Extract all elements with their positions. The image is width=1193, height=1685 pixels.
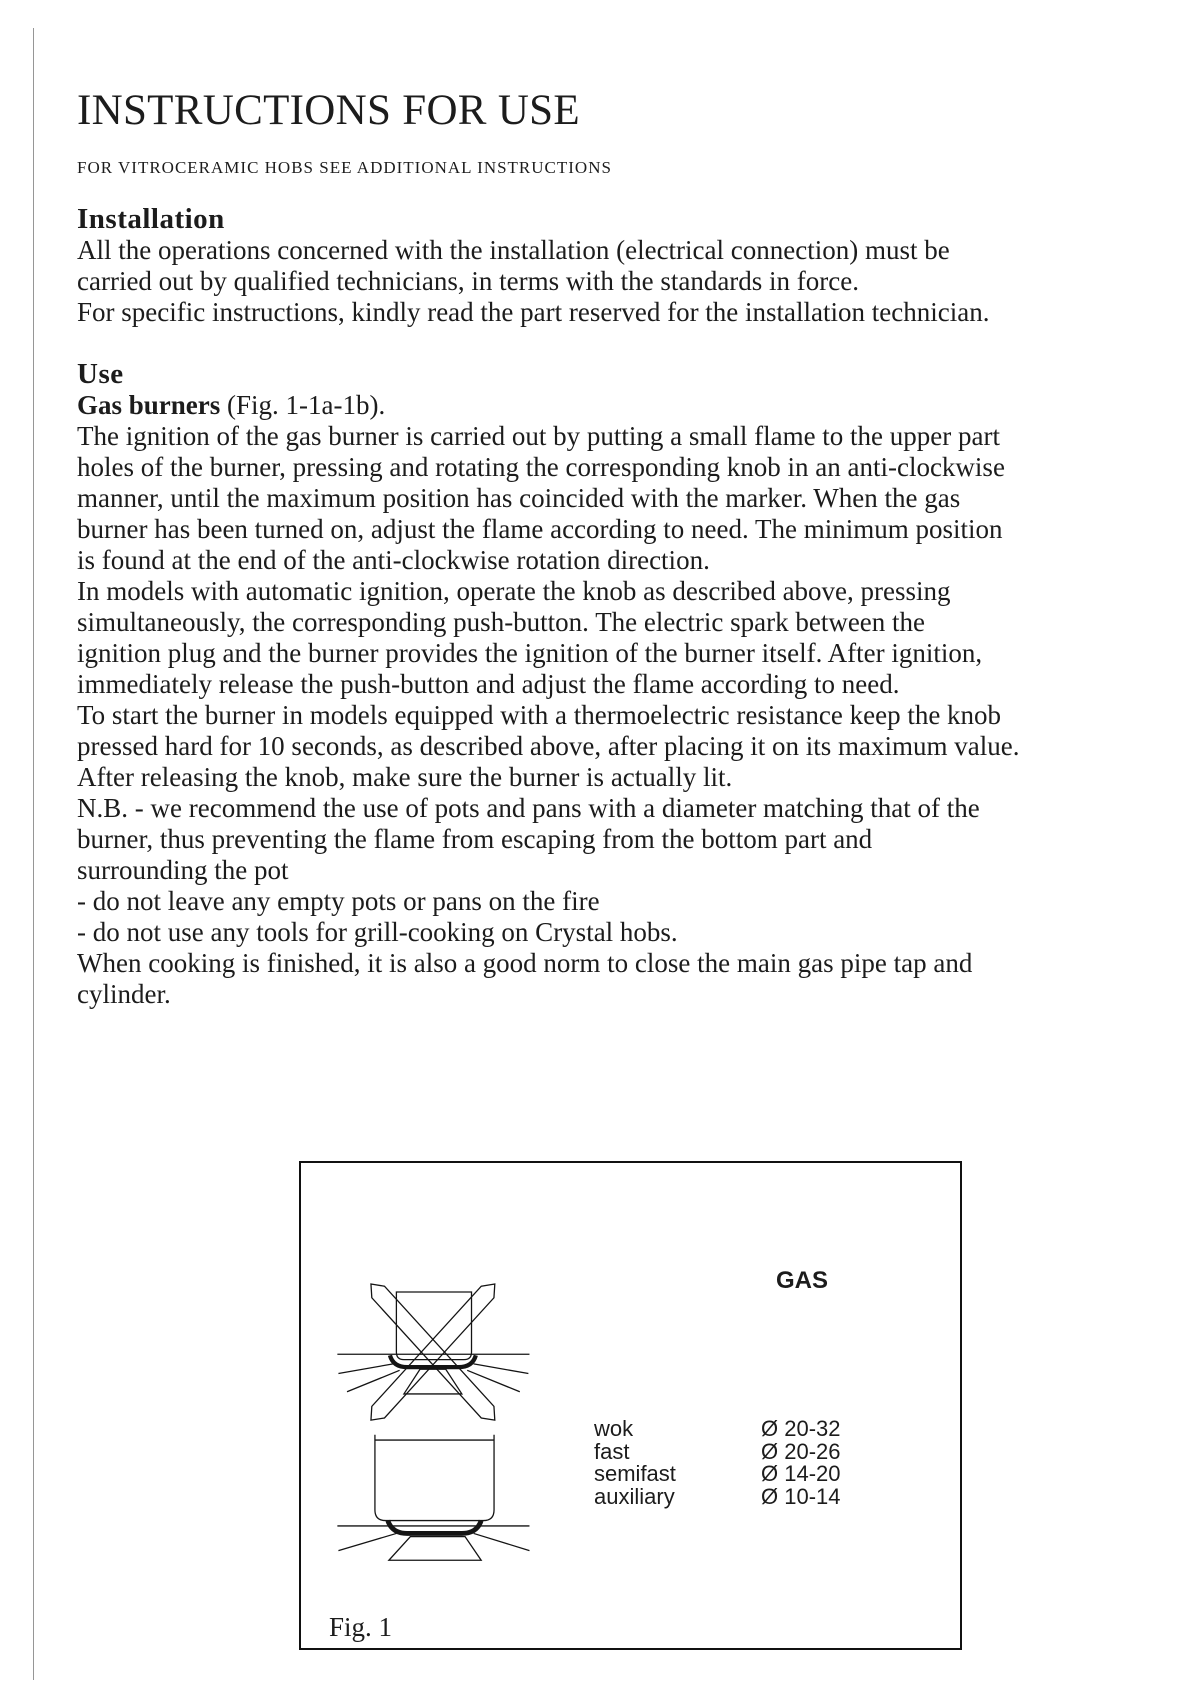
burner-row — [594, 1418, 841, 1441]
figure-caption: Fig. 1 — [329, 1612, 393, 1642]
burner-type: fast — [594, 1438, 630, 1464]
pot-outline — [375, 1435, 494, 1521]
burner-row — [594, 1438, 841, 1464]
paragraph-line: burner has been turned on, adjust the flame according to need. The minimum position — [77, 514, 1003, 544]
paragraph-line: N.B. - we recommend the use of pots and pans with a diameter matching that of the — [77, 793, 980, 823]
burner-type: wok — [594, 1416, 634, 1441]
paragraph-line: All the operations concerned with the installation (electrical connection) must be — [77, 235, 950, 265]
subheading-figure-reference: (Fig. 1-1a-1b). — [227, 390, 386, 420]
section-heading-use: Use — [77, 358, 124, 390]
paragraph-line: carried out by qualified technicians, in terms with the standards in force. — [77, 266, 859, 296]
burner-type: semifast — [594, 1461, 676, 1486]
paragraph-line: - do not use any tools for grill-cooking on Crystal hobs. — [77, 917, 678, 947]
subheading-gas-burners — [77, 390, 1019, 421]
burner-row — [594, 1483, 841, 1509]
paragraph-line: manner, until the maximum position has coincided with the marker. When the gas — [77, 483, 961, 513]
paragraph-line: After releasing the knob, make sure the burner is actually lit. — [77, 762, 733, 792]
paragraph-line: is found at the end of the anti-clockwise rotation direction. — [77, 545, 710, 575]
flame-line — [347, 1370, 400, 1391]
pot-base — [390, 1355, 476, 1367]
paragraph-line: surrounding the pot — [77, 855, 289, 885]
paragraph-line: cylinder. — [77, 979, 171, 1009]
section-heading-installation: Installation — [77, 203, 225, 235]
document-title: INSTRUCTIONS FOR USE — [77, 87, 580, 134]
paragraph-line: The ignition of the gas burner is carried out by putting a small flame to the upper part — [77, 421, 1000, 451]
flame-line — [467, 1370, 520, 1391]
gas-table-heading: GAS — [776, 1267, 829, 1294]
document-subtitle: FOR VITROCERAMIC HOBS SEE ADDITIONAL INSTRUCTIONS — [77, 158, 612, 177]
paragraph-line: burner, thus preventing the flame from escaping from the bottom part and — [77, 824, 873, 854]
use-section — [77, 359, 1019, 1010]
flame-line — [474, 1364, 529, 1374]
paragraph-line: holes of the burner, pressing and rotating the corresponding knob in an anti-clockwise — [77, 452, 1005, 482]
paragraph-line: For specific instructions, kindly read the part reserved for the installation technician. — [77, 297, 990, 327]
cross-mark-arm — [371, 1284, 495, 1420]
installation-section — [77, 204, 1019, 328]
correct-pot-illustration — [337, 1435, 529, 1561]
flame-line — [338, 1533, 396, 1550]
document-body — [77, 204, 1019, 1010]
subheading-label: Gas burners — [77, 390, 221, 420]
burner-diameter: Ø 14-20 — [761, 1461, 841, 1486]
burner-illustrations — [332, 1267, 552, 1567]
paragraph-line: ignition plug and the burner provides the ignition of the burner itself. After ignition, — [77, 638, 983, 668]
burner-diameter: Ø 10-14 — [761, 1483, 841, 1509]
paragraph-line: To start the burner in models equipped with a thermoelectric resistance keep the knob — [77, 700, 1002, 730]
burner-diameter: Ø 20-32 — [761, 1416, 841, 1441]
figure-1 — [299, 1161, 962, 1650]
burner-diameter-table — [594, 1418, 841, 1508]
burner-row — [594, 1463, 841, 1486]
blank-line — [77, 328, 1019, 359]
burner-head — [389, 1537, 481, 1561]
burner-diameter: Ø 20-26 — [761, 1438, 841, 1464]
burner-head — [404, 1369, 462, 1394]
paragraph-line: - do not leave any empty pots or pans on the fire — [77, 886, 600, 916]
burner-type: auxiliary — [594, 1483, 675, 1509]
paragraph-line: simultaneously, the corresponding push-button. The electric spark between the — [77, 607, 926, 637]
pot-base — [388, 1521, 481, 1534]
scan-edge-line — [33, 28, 34, 1680]
paragraph-line: When cooking is finished, it is also a good norm to close the main gas pipe tap and — [77, 948, 973, 978]
paragraph-line: pressed hard for 10 seconds, as described above, after placing it on its maximum value. — [77, 731, 1020, 761]
paragraph-line: In models with automatic ignition, operate the knob as described above, pressing — [77, 576, 951, 606]
pot-outline — [396, 1292, 471, 1360]
flame-line — [338, 1364, 393, 1374]
flame-line — [474, 1533, 530, 1550]
paragraph-line: immediately release the push-button and adjust the flame according to need. — [77, 669, 900, 699]
cross-mark-arm — [371, 1284, 495, 1420]
crossed-out-pot-illustration — [337, 1284, 529, 1420]
